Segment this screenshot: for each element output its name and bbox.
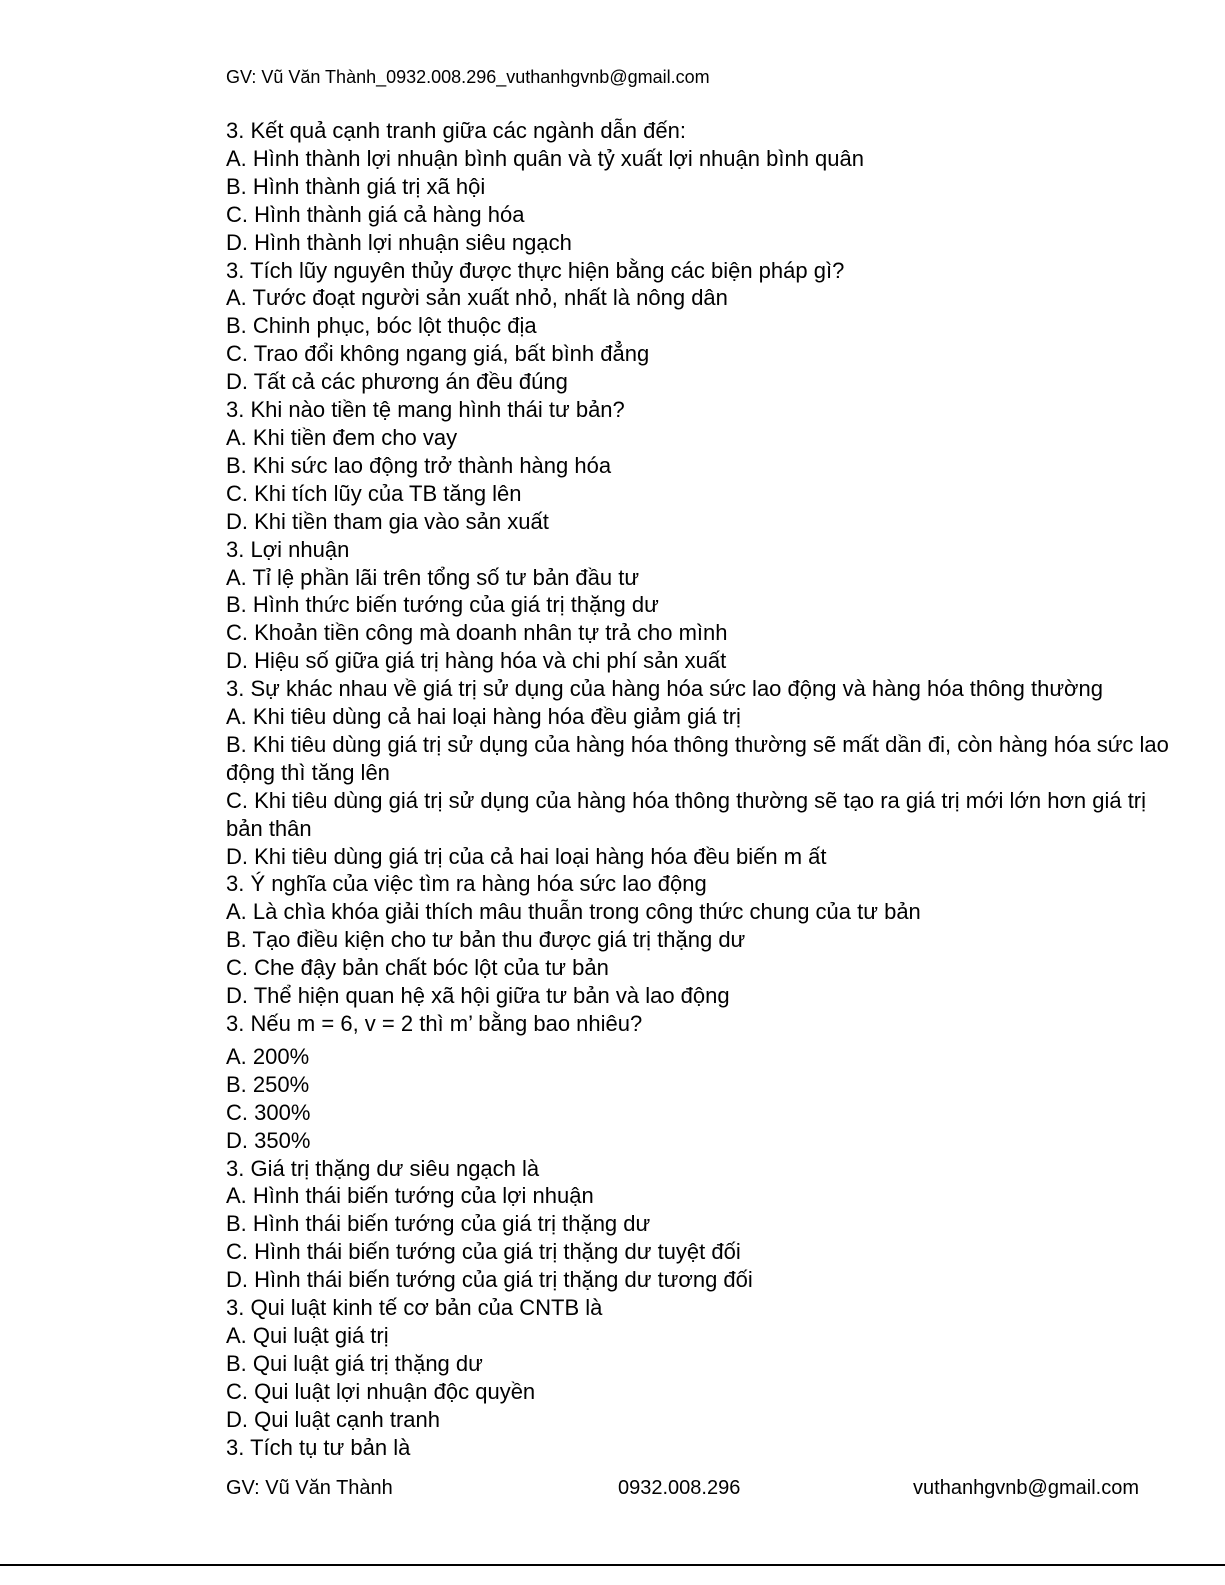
answer-line: B. Hình thành giá trị xã hội xyxy=(226,173,486,199)
answer-line: A. Khi tiền đem cho vay xyxy=(226,424,458,450)
answer-line: D. Khi tiền tham gia vào sản xuất xyxy=(226,508,549,534)
answer-line: D. Hình thái biến tướng của giá trị thặng dư tương đối xyxy=(226,1267,753,1293)
answer-line: B. Hình thái biến tướng của giá trị thặng dư xyxy=(226,1211,651,1237)
question-list xyxy=(226,117,1186,1462)
answer-line: C. Khi tích lũy của TB tăng lên xyxy=(226,480,522,506)
answer-line: A. Khi tiêu dùng cả hai loại hàng hóa đều giảm giá trị xyxy=(226,704,741,730)
question-line: 3. Lợi nhuận xyxy=(226,536,350,562)
answer-line: A. Tỉ lệ phần lãi trên tổng số tư bản đầu tư xyxy=(226,564,640,590)
answer-line: C. Khi tiêu dùng giá trị sử dụng của hàng hóa thông thường sẽ tạo ra giá trị mới lớn hơn giá trị bản thân xyxy=(226,787,1147,841)
answer-line: D. 350% xyxy=(226,1127,311,1153)
answer-line: B. Hình thức biến tướng của giá trị thặng dư xyxy=(226,592,659,618)
answer-line: B. Qui luật giá trị thặng dư xyxy=(226,1350,483,1376)
question-line: 3. Tích tụ tư bản là xyxy=(226,1434,411,1460)
answer-line: C. Che đậy bản chất bóc lột của tư bản xyxy=(226,955,609,981)
answer-line: A. 200% xyxy=(226,1043,310,1069)
answer-line: B. Khi tiêu dùng giá trị sử dụng của hàng hóa thông thường sẽ mất dần đi, còn hàng hóa sức lao động thì tăng lên xyxy=(226,731,1169,785)
question-line: 3. Tích lũy nguyên thủy được thực hiện bằng các biện pháp gì? xyxy=(226,257,845,283)
answer-line: D. Hiệu số giữa giá trị hàng hóa và chi phí sản xuất xyxy=(226,648,727,674)
answer-line: A. Tước đoạt người sản xuất nhỏ, nhất là nông dân xyxy=(226,285,728,311)
question-line: 3. Khi nào tiền tệ mang hình thái tư bản? xyxy=(226,397,625,423)
question-line: 3. Qui luật kinh tế cơ bản của CNTB là xyxy=(226,1295,603,1321)
answer-line: B. Chinh phục, bóc lột thuộc địa xyxy=(226,313,537,339)
answer-line: B. Tạo điều kiện cho tư bản thu được giá trị thặng dư xyxy=(226,927,746,953)
answer-line: A. Là chìa khóa giải thích mâu thuẫn trong công thức chung của tư bản xyxy=(226,899,921,925)
answer-line: A. Hình thành lợi nhuận bình quân và tỷ xuất lợi nhuận bình quân xyxy=(226,145,864,171)
footer-teacher-name: GV: Vũ Văn Thành xyxy=(226,1477,393,1499)
question-line: 3. Giá trị thặng dư siêu ngạch là xyxy=(226,1155,540,1181)
footer-phone: 0932.008.296 xyxy=(618,1477,741,1499)
footer-email: vuthanhgvnb@gmail.com xyxy=(913,1477,1139,1499)
page-header: GV: Vũ Văn Thành_0932.008.296_vuthanhgvnb@gmail.com xyxy=(226,67,710,87)
answer-line: A. Hình thái biến tướng của lợi nhuận xyxy=(226,1183,594,1209)
page-footer xyxy=(0,1474,1225,1502)
question-line: 3. Nếu m = 6, v = 2 thì m’ bằng bao nhiêu? xyxy=(226,1011,643,1036)
answer-line: C. Qui luật lợi nhuận độc quyền xyxy=(226,1378,536,1404)
answer-line: D. Thể hiện quan hệ xã hội giữa tư bản và lao động xyxy=(226,983,730,1009)
answer-line: D. Tất cả các phương án đều đúng xyxy=(226,369,568,395)
bottom-rule xyxy=(0,1564,1225,1566)
answer-line: C. Hình thành giá cả hàng hóa xyxy=(226,201,525,227)
question-line: 3. Ý nghĩa của việc tìm ra hàng hóa sức lao động xyxy=(226,871,707,897)
answer-line: D. Hình thành lợi nhuận siêu ngạch xyxy=(226,229,572,255)
answer-line: A. Qui luật giá trị xyxy=(226,1322,389,1348)
question-line: 3. Sự khác nhau về giá trị sử dụng của hàng hóa sức lao động và hàng hóa thông thường xyxy=(226,676,1103,702)
answer-line: B. 250% xyxy=(226,1071,310,1097)
answer-line: C. Trao đổi không ngang giá, bất bình đẳng xyxy=(226,341,650,367)
answer-line: C. Hình thái biến tướng của giá trị thặng dư tuyệt đối xyxy=(226,1239,741,1265)
answer-line: D. Khi tiêu dùng giá trị của cả hai loại hàng hóa đều biến m ất xyxy=(226,843,827,869)
answer-line: B. Khi sức lao động trở thành hàng hóa xyxy=(226,452,612,478)
answer-line: D. Qui luật cạnh tranh xyxy=(226,1406,441,1432)
answer-line: C. 300% xyxy=(226,1099,311,1125)
question-line: 3. Kết quả cạnh tranh giữa các ngành dẫn đến: xyxy=(226,118,686,143)
answer-line: C. Khoản tiền công mà doanh nhân tự trả cho mình xyxy=(226,620,728,646)
